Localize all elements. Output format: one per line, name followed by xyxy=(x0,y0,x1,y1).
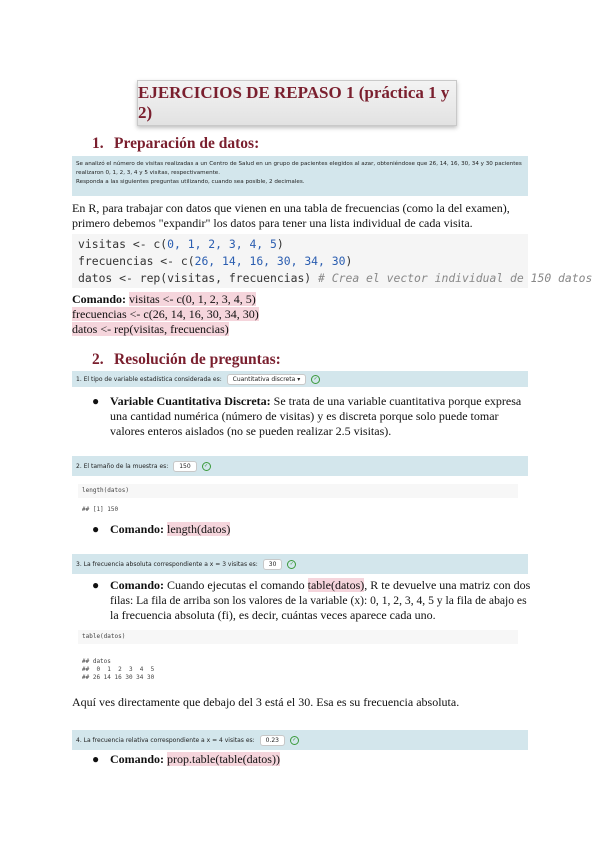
question-1-explanation: ● Variable Cuantitativa Discreta: Se trata de una variable cuantitativa porque expresa una cantidad numérica (número de visitas) y es discreta porque solo puede tomar valores enteros aislados (no se pueden realizar 2.5 visitas). xyxy=(92,394,522,438)
question-2-banner: 2. El tamaño de la muestra es: 150 ✓ xyxy=(72,456,528,476)
question-3-explanation: ● Comando: Cuando ejecutas el comando table(datos), R te devuelve una matriz con dos filas: La fila de arriba son los valores de la variable (x): 0, 1, 2, 3, 4, 5 y la fila de abajo es la frecuencia absoluta (fi), es decir, cuántas veces aparece cada uno. xyxy=(92,578,531,622)
check-circle-icon: ✓ xyxy=(202,462,211,471)
bullet-icon: ● xyxy=(92,394,100,408)
check-circle-icon: ✓ xyxy=(290,736,299,745)
question-4-explanation: ● Comando: prop.table(table(datos)) xyxy=(92,752,280,766)
chevron-down-icon: ▾ xyxy=(297,376,301,383)
check-circle-icon: ✓ xyxy=(287,560,296,569)
question-1-select[interactable]: Cuantitativa discreta ▾ xyxy=(227,374,307,385)
question-1-banner: 1. El tipo de variable estadística considerada es: Cuantitativa discreta ▾ ✓ xyxy=(72,371,528,387)
question-3-conclusion: Aquí ves directamente que debajo del 3 está el 30. Esa es su frecuencia absoluta. xyxy=(72,695,460,709)
statement-line: Se analizó el número de visitas realizadas a un Centro de Salud en un grupo de pacientes elegidos al azar, obteniéndose que 26, 14, 16, 30, 34 y 30 pacientes xyxy=(76,161,522,167)
r-code-table: table(datos) xyxy=(78,630,518,644)
bullet-icon: ● xyxy=(92,522,100,536)
intro-paragraph: En R, para trabajar con datos que vienen en una tabla de frecuencias (como la del examen), primero debemos "expandir" los datos para tener una lista individual de cada visita. xyxy=(72,201,510,230)
statement-line: realizaron 0, 1, 2, 3, 4 y 5 visitas, respectivamente. xyxy=(76,170,221,176)
question-4-input[interactable]: 0.23 xyxy=(260,735,285,746)
r-output-table: ## datos ## 0 1 2 3 4 5 ## 26 14 16 30 34 30 xyxy=(82,658,155,681)
check-circle-icon: ✓ xyxy=(311,375,320,384)
r-code-length: length(datos) xyxy=(78,484,518,498)
bullet-icon: ● xyxy=(92,752,100,766)
question-3-input[interactable]: 30 xyxy=(263,559,283,570)
command-summary: Comando: visitas <- c(0, 1, 2, 3, 4, 5) frecuencias <- c(26, 14, 16, 30, 34, 30) datos <- rep(visitas, frecuencias) xyxy=(72,292,259,336)
problem-statement xyxy=(72,156,528,196)
r-output-length: ## [1] 150 xyxy=(82,506,119,513)
section-1-heading: 1. Preparación de datos: xyxy=(92,135,260,152)
question-3-banner: 3. La frecuencia absoluta correspondiente a x = 3 visitas es: 30 ✓ xyxy=(72,554,528,574)
r-code-block: visitas <- c(0, 1, 2, 3, 4, 5) frecuencias <- c(26, 14, 16, 30, 34, 30) datos <- rep(visitas, frecuencias) # Crea el vector individual de 150 datos xyxy=(72,234,528,288)
document-title: EJERCICIOS DE REPASO 1 (práctica 1 y 2) xyxy=(137,80,457,126)
question-2-input[interactable]: 150 xyxy=(173,461,196,472)
question-2-explanation: ● Comando: length(datos) xyxy=(92,522,231,536)
bullet-icon: ● xyxy=(92,578,100,592)
section-2-heading: 2. Resolución de preguntas: xyxy=(92,351,281,368)
question-4-banner: 4. La frecuencia relativa correspondiente a x = 4 visitas es: 0.23 ✓ xyxy=(72,730,528,750)
statement-line: Responda a las siguientes preguntas utilizando, cuando sea posible, 2 decimales. xyxy=(76,179,305,185)
